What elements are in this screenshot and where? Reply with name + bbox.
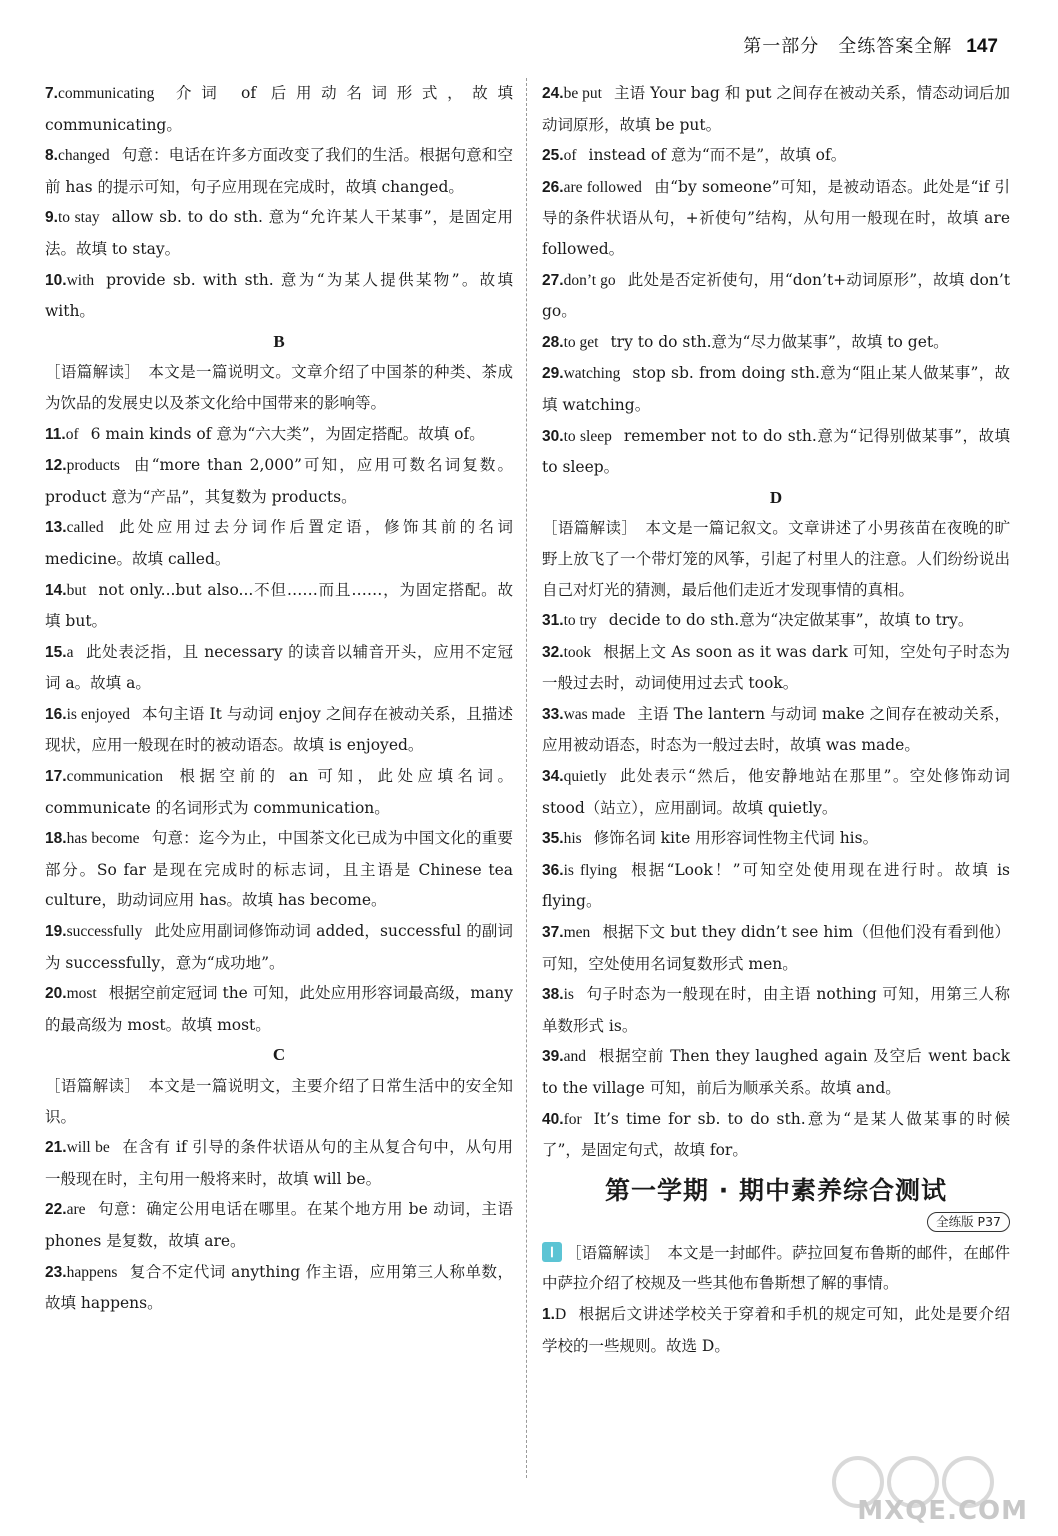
question-number: 32. [542,643,564,661]
explanation-text: not only...but also...不但……而且……，为固定搭配。故填 but。 [45,580,513,631]
analysis-text: 本文是一篇说明文。文章介绍了中国茶的种类、茶成为饮品的发展史以及茶文化给中国带来的影响等。 [45,363,513,412]
right-column [542,78,1010,1361]
question-number: 9. [45,209,58,227]
page-number: 147 [966,36,998,57]
answer-text: communicating [57,85,155,102]
explanation-text: 根据下文 but they didn’t see him（但他们没有看到他）可知，空处使用名词复数形式 men。 [542,923,1010,973]
explanation-text: 此处是否定祈使句，用“don’t+动词原形”，故填 don’t go。 [542,270,1010,321]
explanation-text: provide sb. with sth. 意为“为某人提供某物”。故填 with。 [45,270,513,321]
explanation-text: 根据空前的 an 可知，此处应填名词。communicate 的名词形式为 communication。 [45,767,513,817]
answer-item [45,1132,513,1194]
answer-text: is flying [563,861,617,879]
question-number: 33. [542,705,564,723]
answer-item [45,823,513,916]
header-section-title: 第一部分 全练答案全解 [743,36,953,57]
question-number: 22. [45,1201,67,1219]
explanation-text: 此处表泛指，且 necessary 的读音以辅音开头，应用不定冠词 a。故填 a。 [45,642,513,693]
answer-item [45,761,513,823]
answer-text: men [563,924,591,942]
answer-text: will be [66,1139,110,1157]
answer-text: of [563,147,577,165]
explanation-text: stop sb. from doing sth.意为“阻止某人做某事”，故填 watching。 [542,364,1010,414]
explanation-text: 此处应用过去分词作后置定语，修饰其前的名词 medicine。故填 called。 [45,518,513,568]
explanation-text: 在含有 if 引导的条件状语从句的主从复合句中，从句用一般现在时，主句用一般将来时，故填 will be。 [45,1138,513,1188]
explanation-text: 根据空前 Then they laughed again 及空后 went back to the village 可知，前后为顺承关系。故填 and。 [542,1047,1010,1097]
page-header [743,32,998,58]
explanation-text: 句意：迄今为止，中国茶文化已成为中国文化的重要部分。So far 是现在完成时的标志词，且主语是 Chinese tea culture，助动词应用 has。故填 has become。 [45,829,513,910]
analysis-label: ［语篇解读］ [45,363,133,382]
answer-item [542,979,1010,1041]
analysis-text: 本文是一篇记叙文。文章讲述了小男孩苗在夜晚的旷野上放飞了一个带灯笼的风筝，引起了村里人的注意。人们纷纷说出自己对灯光的猜测，最后他们走近才发现事情的真相。 [542,519,1010,599]
question-number: 39. [542,1048,564,1066]
question-number: 37. [542,924,564,942]
answer-text: to get [563,333,599,351]
explanation-text: 句意：确定公用电话在哪里。在某个地方用 be 动词，主语 phones 是复数，故填 are。 [45,1200,513,1250]
answer-text: to stay [57,209,100,227]
answer-item [542,1104,1010,1166]
question-number: 18. [45,830,67,848]
analysis-text: 本文是一封邮件。萨拉回复布鲁斯的邮件，在邮件中萨拉介绍了校规及一些其他布鲁斯想了解的事情。 [542,1243,1010,1293]
explanation-text: 此处表示“然后，他安静地站在那里”。空处修饰动词 stood（站立），应用副词。故填 quietly。 [542,767,1010,817]
answer-item [45,140,513,202]
passage-analysis [542,1238,1010,1299]
answer-item [542,78,1010,140]
analysis-text: 本文是一篇说明文，主要介绍了日常生活中的安全知识。 [45,1077,513,1126]
question-number: 10. [45,271,67,289]
answer-text: took [563,643,592,661]
question-number: 23. [45,1263,67,1281]
answer-text: his [563,830,582,848]
question-number: 19. [45,923,67,941]
answer-item [542,823,1010,855]
explanation-text: 句意：电话在许多方面改变了我们的生活。根据句意和空前 has 的提示可知，句子应用现在完成时，故填 changed。 [45,146,513,196]
answer-text: happens [66,1263,118,1281]
question-number: 1. [542,1305,555,1323]
answer-item [542,327,1010,359]
passage-analysis [45,357,513,418]
answer-text: was made [563,705,626,723]
section-heading: B [273,331,285,351]
explanation-text: 主语 The lantern 与动词 make 之间存在被动关系，应用被动语态，时态为一般过去时，故填 was made。 [542,704,1011,755]
answer-item [45,978,513,1040]
section-heading: D [769,487,783,507]
answer-text: to try [563,612,597,630]
question-number: 11. [45,425,66,443]
part-number-badge: Ⅰ [542,1242,562,1262]
question-number: 17. [45,768,67,786]
question-number: 8. [45,147,58,165]
explanation-text: 根据上文 As soon as it was dark 可知，空处句子时态为一般过去时，动词使用过去式 took。 [542,642,1010,693]
answer-item [45,512,513,574]
answer-text: most [66,985,97,1003]
left-column [45,78,513,1319]
explanation-text: 此处应用副词修饰动词 added，successful 的副词为 successfully，意为“成功地”。 [45,922,513,972]
column-divider [526,78,527,1478]
answer-item [45,450,513,512]
answer-text: communication [66,768,163,786]
answer-text: called [66,519,104,537]
question-number: 20. [45,985,67,1003]
answer-item [45,202,513,264]
answer-text: but [66,581,87,599]
explanation-text: decide to do sth.意为“决定做某事”，故填 to try。 [608,611,974,630]
question-number: 36. [542,861,564,879]
analysis-label: ［语篇解读］ [566,1243,652,1262]
answer-item [542,1299,1010,1361]
question-number: 16. [45,705,67,723]
answer-text: and [563,1048,586,1066]
watermark-text: MXQE.COM [857,1496,1028,1526]
answer-text: don’t go [563,271,616,289]
test-title: 第一学期 · 期中素养综合测试 [605,1175,947,1205]
explanation-text: It’s time for sb. to do sth.意为“是某人做某事的时候了”，是固定句式，故填 for。 [542,1109,1010,1160]
answer-text: is enjoyed [66,705,130,723]
answer-text: quietly [563,768,607,786]
answer-text: changed [57,147,110,165]
explanation-text: 由“more than 2,000”可知，应用可数名词复数。product 意为“产品”，其复数为 products。 [45,456,513,506]
answer-item [542,421,1010,483]
question-number: 31. [542,612,564,630]
question-number: 7. [45,85,58,102]
answer-item [45,1194,513,1256]
answer-item [45,637,513,699]
explanation-text: try to do sth.意为“尽力做某事”，故填 to get。 [610,332,949,351]
question-number: 13. [45,519,67,537]
reference-tag-row [542,1210,1010,1232]
answer-text: of [65,425,79,443]
answer-text: with [66,271,95,289]
answer-item [45,699,513,761]
reference-tag: 全练版 P37 [927,1212,1010,1232]
analysis-label: ［语篇解读］ [542,519,630,538]
question-number: 15. [45,643,67,661]
answer-item [542,358,1010,420]
question-number: 40. [542,1110,564,1128]
answer-text: a [66,643,74,661]
explanation-text: 6 main kinds of 意为“六大类”，为固定搭配。故填 of。 [90,424,485,443]
answer-item [542,761,1010,823]
answer-item [542,699,1010,761]
answer-item [45,916,513,978]
question-number: 25. [542,147,564,165]
explanation-text: 复合不定代词 anything 作主语，应用第三人称单数，故填 happens。 [45,1262,513,1313]
question-number: 12. [45,457,67,475]
answer-text: products [66,457,120,475]
passage-analysis [45,1071,513,1132]
answer-item [542,637,1010,699]
answer-item [542,917,1010,979]
answer-text: to sleep [563,427,612,445]
explanation-text: 本句主语 It 与动词 enjoy 之间存在被动关系，且描述现状，应用一般现在时的被动语态。故填 is enjoyed。 [45,704,513,755]
answer-text: watching [563,365,621,383]
answer-text: are [66,1201,86,1219]
explanation-text: instead of 意为“而不是”，故填 of。 [588,146,847,165]
answer-item [542,140,1010,172]
passage-analysis [542,513,1010,605]
answer-item [45,419,513,451]
answer-text: be put [563,85,602,102]
explanation-text: 修饰名词 kite 用形容词性物主代词 his。 [593,829,879,848]
explanation-text: 根据“Look！”可知空处使用现在进行时。故填 is flying。 [542,860,1010,911]
answer-text: for [563,1110,582,1128]
explanation-text: 根据后文讲述学校关于穿着和手机的规定可知，此处是要介绍学校的一些规则。故选 D。 [542,1304,1010,1355]
answer-item [45,1257,513,1319]
question-number: 24. [542,85,564,102]
answer-text: is [563,986,574,1004]
explanation-text: 由“by someone”可知，是被动语态。此处是“if 引导的条件状语从句，+祈使句”结构，从句用一般现在时，故填 are followed。 [542,177,1010,258]
section-heading: C [272,1045,286,1065]
question-number: 21. [45,1139,67,1157]
explanation-text: allow sb. to do sth. 意为“允许某人干某事”，是固定用法。故填 to stay。 [45,208,513,258]
explanation-text: remember not to do sth.意为“记得别做某事”，故填 to sleep。 [542,426,1010,477]
answer-item [45,265,513,327]
question-number: 35. [542,830,564,848]
question-number: 26. [542,178,564,196]
question-number: 30. [542,427,564,445]
answer-item [542,265,1010,327]
question-number: 28. [542,333,564,351]
explanation-text: 根据空前定冠词 the 可知，此处应用形容词最高级，many 的最高级为 most。故填 most。 [45,984,513,1034]
question-number: 29. [542,365,564,383]
explanation-text: 主语 Your bag 和 put 之间存在被动关系，情态动词后加动词原形，故填 be put。 [542,84,1011,134]
answer-item [45,575,513,637]
answer-text: has become [66,830,140,848]
explanation-text: 句子时态为一般现在时，由主语 nothing 可知，用第三人称单数形式 is。 [542,985,1010,1035]
analysis-label: ［语篇解读］ [45,1077,133,1095]
question-number: 14. [45,581,67,599]
answer-item [542,172,1010,265]
answer-item [542,855,1010,917]
question-number: 34. [542,768,564,786]
question-number: 38. [542,986,564,1004]
answer-item [45,78,513,140]
answer-text: successfully [66,923,143,941]
answer-item [542,605,1010,637]
explanation-text: 介词 of 后用动名词形式，故填 communicating。 [45,84,513,134]
answer-text: are followed [563,178,642,196]
answer-item [542,1041,1010,1103]
answer-text: D [554,1305,567,1323]
question-number: 27. [542,271,564,289]
